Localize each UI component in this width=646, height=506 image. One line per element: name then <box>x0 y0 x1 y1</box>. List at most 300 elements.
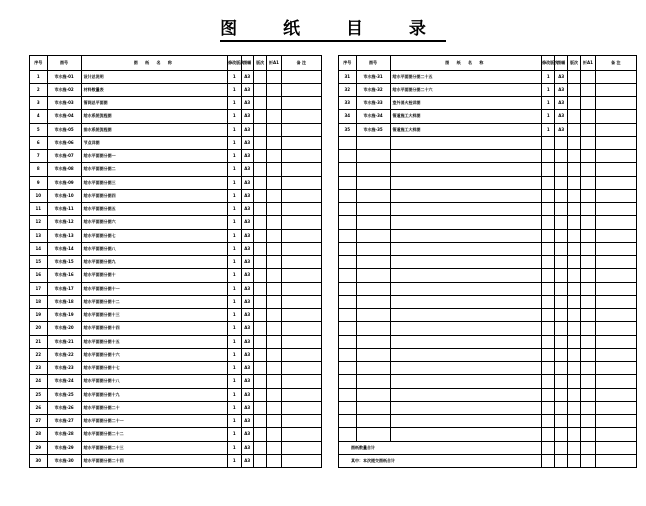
cell-cat: 1 <box>542 70 555 83</box>
cell-ref <box>581 203 595 216</box>
cell-num: 市水施-13 <box>47 229 81 242</box>
table-row-empty <box>339 229 637 242</box>
cell-num <box>356 309 390 322</box>
cell-name <box>390 322 542 335</box>
cell-remark <box>281 454 321 467</box>
cell-date <box>253 375 266 388</box>
cell-ref <box>581 229 595 242</box>
cell-date <box>253 256 266 269</box>
cell-cat <box>542 150 555 163</box>
cell-size: A3 <box>241 229 253 242</box>
cell-num <box>356 242 390 255</box>
cell-size: A3 <box>555 110 567 123</box>
cell-num <box>356 388 390 401</box>
cell-cat <box>542 348 555 361</box>
cell-num: 市水施-25 <box>47 388 81 401</box>
cell-date <box>567 454 580 467</box>
cell-remark <box>595 375 636 388</box>
cell-name: 给水平面图分图六 <box>81 216 228 229</box>
cell-seq: 2 <box>30 83 48 96</box>
cell-date <box>567 295 580 308</box>
table-row <box>30 309 322 322</box>
cell-seq: 32 <box>339 83 357 96</box>
cell-ref <box>267 454 281 467</box>
cell-size: A3 <box>241 322 253 335</box>
cell-seq: 29 <box>30 441 48 454</box>
cell-num: 市水施-19 <box>47 309 81 322</box>
cell-seq <box>339 388 357 401</box>
cell-cat <box>542 176 555 189</box>
cell-cat <box>542 335 555 348</box>
cell-name: 给水平面图分图二十二 <box>81 428 228 441</box>
cell-remark <box>595 401 636 414</box>
cell-remark <box>281 189 321 202</box>
cell-seq: 15 <box>30 256 48 269</box>
cell-num: 市水施-33 <box>356 97 390 110</box>
cell-num <box>356 216 390 229</box>
cell-num <box>356 295 390 308</box>
table-row <box>30 441 322 454</box>
cell-date <box>253 163 266 176</box>
cell-seq: 28 <box>30 428 48 441</box>
cell-seq: 25 <box>30 388 48 401</box>
cell-date <box>567 163 580 176</box>
cell-remark <box>595 216 636 229</box>
cell-remark <box>281 123 321 136</box>
cell-date <box>253 415 266 428</box>
cell-name: 给水平面图分图七 <box>81 229 228 242</box>
cell-cat <box>542 269 555 282</box>
cell-remark <box>281 309 321 322</box>
cell-size <box>555 203 567 216</box>
cell-name: 给水平面图分图五 <box>81 203 228 216</box>
cell-num <box>356 176 390 189</box>
cell-date <box>253 335 266 348</box>
cell-cat: 1 <box>228 415 241 428</box>
cell-size: A3 <box>241 401 253 414</box>
cell-date <box>253 216 266 229</box>
cell-ref <box>267 441 281 454</box>
cell-num: 市水施-29 <box>47 441 81 454</box>
cell-remark <box>595 203 636 216</box>
cell-date <box>253 97 266 110</box>
cell-name <box>390 401 542 414</box>
cell-ref <box>581 176 595 189</box>
cell-remark <box>281 83 321 96</box>
cell-ref <box>267 83 281 96</box>
cell-seq: 9 <box>30 176 48 189</box>
header-date: 版次 <box>253 56 266 71</box>
cell-date <box>253 441 266 454</box>
cell-seq <box>339 176 357 189</box>
table-row <box>30 428 322 441</box>
cell-ref <box>581 150 595 163</box>
cell-size <box>555 163 567 176</box>
cell-date <box>253 454 266 467</box>
cell-date <box>567 229 580 242</box>
cell-cat: 1 <box>542 110 555 123</box>
cell-name: 给水平面图分图二十四 <box>81 454 228 467</box>
cell-cat: 1 <box>228 150 241 163</box>
table-row <box>30 70 322 83</box>
cell-name: 给水平面图分图三 <box>81 176 228 189</box>
table-row <box>30 110 322 123</box>
cell-num: 市水施-21 <box>47 335 81 348</box>
cell-date <box>567 335 580 348</box>
cell-size <box>555 362 567 375</box>
table-row-empty <box>339 150 637 163</box>
cell-size: A3 <box>241 83 253 96</box>
cell-size: A3 <box>555 70 567 83</box>
cell-num <box>356 415 390 428</box>
cell-seq <box>339 348 357 361</box>
cell-seq <box>339 256 357 269</box>
cell-remark <box>281 242 321 255</box>
cell-ref <box>267 189 281 202</box>
cell-num: 市水施-10 <box>47 189 81 202</box>
table-row <box>30 97 322 110</box>
cell-cat <box>542 216 555 229</box>
cell-remark <box>281 322 321 335</box>
cell-seq: 27 <box>30 415 48 428</box>
cell-num: 市水施-02 <box>47 83 81 96</box>
cell-name <box>390 256 542 269</box>
cell-remark <box>595 295 636 308</box>
cell-num <box>356 136 390 149</box>
cell-remark <box>281 110 321 123</box>
table-row <box>30 163 322 176</box>
cell-ref <box>581 428 595 441</box>
cell-seq: 10 <box>30 189 48 202</box>
cell-size <box>555 454 567 467</box>
cell-remark <box>595 136 636 149</box>
table-row-empty <box>339 335 637 348</box>
cell-ref <box>267 295 281 308</box>
cell-seq: 5 <box>30 123 48 136</box>
cell-date <box>567 189 580 202</box>
cell-size: A3 <box>241 295 253 308</box>
cell-date <box>253 348 266 361</box>
cell-ref <box>581 97 595 110</box>
cell-size <box>555 229 567 242</box>
cell-name: 材料数量表 <box>81 83 228 96</box>
cell-cat <box>542 428 555 441</box>
header-cat: 修改版次 <box>542 56 555 71</box>
table-row-empty <box>339 216 637 229</box>
cell-remark <box>281 163 321 176</box>
cell-remark <box>281 269 321 282</box>
cell-name: 给水平面图分图十八 <box>81 375 228 388</box>
cell-num <box>356 256 390 269</box>
cell-remark <box>595 256 636 269</box>
cell-size: A3 <box>241 203 253 216</box>
cell-size <box>555 189 567 202</box>
cell-num <box>356 401 390 414</box>
cell-num: 市水施-18 <box>47 295 81 308</box>
table-row-empty <box>339 242 637 255</box>
cell-num <box>356 150 390 163</box>
cell-seq: 4 <box>30 110 48 123</box>
table-footer-row <box>339 454 637 467</box>
cell-ref <box>267 428 281 441</box>
cell-num: 市水施-07 <box>47 150 81 163</box>
cell-num: 市水施-31 <box>356 70 390 83</box>
cell-ref <box>581 83 595 96</box>
cell-date <box>567 282 580 295</box>
cell-size <box>555 150 567 163</box>
cell-name <box>390 309 542 322</box>
cell-date <box>253 136 266 149</box>
cell-num: 市水施-06 <box>47 136 81 149</box>
cell-date <box>567 269 580 282</box>
cell-num: 市水施-12 <box>47 216 81 229</box>
header-num: 图号 <box>356 56 390 71</box>
cell-remark <box>595 388 636 401</box>
table-row-empty <box>339 282 637 295</box>
cell-size: A3 <box>241 269 253 282</box>
cell-remark <box>595 189 636 202</box>
cell-num: 市水施-14 <box>47 242 81 255</box>
cell-cat <box>542 362 555 375</box>
cell-size: A3 <box>241 216 253 229</box>
cell-remark <box>281 335 321 348</box>
table-row <box>30 136 322 149</box>
footer-label: 其中：本次提交图纸合计 <box>339 454 542 467</box>
cell-ref <box>267 322 281 335</box>
header-ref: 折A1 <box>581 56 595 71</box>
cell-ref <box>267 123 281 136</box>
cell-date <box>567 309 580 322</box>
cell-name <box>390 136 542 149</box>
cell-ref <box>267 216 281 229</box>
table-row-empty <box>339 256 637 269</box>
cell-cat <box>542 401 555 414</box>
cell-num: 市水施-27 <box>47 415 81 428</box>
cell-ref <box>581 242 595 255</box>
cell-date <box>567 375 580 388</box>
table-row <box>339 123 637 136</box>
cell-date <box>567 242 580 255</box>
cell-remark <box>595 309 636 322</box>
cell-size: A3 <box>241 335 253 348</box>
cell-name: 给水系统流程图 <box>81 110 228 123</box>
cell-seq <box>339 282 357 295</box>
table-row <box>30 322 322 335</box>
cell-seq: 33 <box>339 97 357 110</box>
cell-cat <box>542 163 555 176</box>
cell-seq: 34 <box>339 110 357 123</box>
cell-size: A3 <box>241 375 253 388</box>
cell-size: A3 <box>241 123 253 136</box>
cell-cat <box>542 309 555 322</box>
cell-remark <box>595 163 636 176</box>
cell-ref <box>581 216 595 229</box>
cell-name: 给水平面图分图二 <box>81 163 228 176</box>
cell-cat: 1 <box>228 203 241 216</box>
cell-size: A3 <box>241 282 253 295</box>
cell-cat: 1 <box>228 388 241 401</box>
cell-ref <box>267 335 281 348</box>
table-header-row <box>339 56 637 71</box>
cell-ref <box>581 335 595 348</box>
cell-num: 市水施-09 <box>47 176 81 189</box>
cell-remark <box>281 401 321 414</box>
cell-size: A3 <box>241 441 253 454</box>
cell-num: 市水施-35 <box>356 123 390 136</box>
cell-num: 市水施-15 <box>47 256 81 269</box>
cell-remark <box>281 256 321 269</box>
cell-remark <box>595 123 636 136</box>
cell-name <box>390 415 542 428</box>
cell-num <box>356 322 390 335</box>
table-row-empty <box>339 295 637 308</box>
cell-num: 市水施-04 <box>47 110 81 123</box>
cell-num <box>356 163 390 176</box>
header-date: 版次 <box>567 56 580 71</box>
table-row <box>30 401 322 414</box>
cell-size: A3 <box>555 123 567 136</box>
cell-remark <box>595 269 636 282</box>
cell-date <box>567 176 580 189</box>
cell-num: 市水施-03 <box>47 97 81 110</box>
cell-cat: 1 <box>228 348 241 361</box>
cell-name: 给水平面图分图二十 <box>81 401 228 414</box>
cell-num: 市水施-01 <box>47 70 81 83</box>
cell-ref <box>581 70 595 83</box>
cell-size: A3 <box>241 70 253 83</box>
cell-date <box>253 269 266 282</box>
cell-remark <box>595 242 636 255</box>
cell-name: 给水平面图分图十六 <box>81 348 228 361</box>
table-row <box>30 375 322 388</box>
cell-seq <box>339 401 357 414</box>
table-row <box>30 216 322 229</box>
header-cat: 修改版次 <box>228 56 241 71</box>
cell-ref <box>267 110 281 123</box>
table-row <box>30 335 322 348</box>
cell-cat <box>542 322 555 335</box>
cell-num <box>356 229 390 242</box>
header-num: 图号 <box>47 56 81 71</box>
cell-remark <box>281 176 321 189</box>
cell-cat <box>542 441 555 454</box>
cell-name <box>390 295 542 308</box>
cell-ref <box>581 322 595 335</box>
cell-seq: 14 <box>30 242 48 255</box>
cell-remark <box>281 70 321 83</box>
table-row <box>30 415 322 428</box>
table-row <box>30 282 322 295</box>
cell-date <box>567 150 580 163</box>
cell-size <box>555 388 567 401</box>
cell-size <box>555 348 567 361</box>
cell-ref <box>581 309 595 322</box>
cell-date <box>253 70 266 83</box>
cell-ref <box>267 136 281 149</box>
cell-date <box>567 388 580 401</box>
cell-seq <box>339 216 357 229</box>
cell-name: 给水平面图分图十四 <box>81 322 228 335</box>
cell-seq: 3 <box>30 97 48 110</box>
cell-ref <box>267 242 281 255</box>
cell-cat: 1 <box>228 229 241 242</box>
cell-date <box>567 216 580 229</box>
cell-name <box>390 216 542 229</box>
cell-seq <box>339 189 357 202</box>
cell-remark <box>595 415 636 428</box>
cell-cat: 1 <box>228 216 241 229</box>
cell-size: A3 <box>241 110 253 123</box>
cell-name <box>390 242 542 255</box>
cell-name: 给水平面图分图十五 <box>81 335 228 348</box>
cell-ref <box>581 269 595 282</box>
table-row <box>30 256 322 269</box>
cell-num: 市水施-30 <box>47 454 81 467</box>
cell-remark <box>281 348 321 361</box>
cell-name <box>390 203 542 216</box>
cell-cat: 1 <box>542 97 555 110</box>
cell-cat: 1 <box>228 269 241 282</box>
cell-size <box>555 441 567 454</box>
cell-cat: 1 <box>228 123 241 136</box>
cell-ref <box>581 348 595 361</box>
table-row <box>30 362 322 375</box>
cell-seq: 24 <box>30 375 48 388</box>
cell-date <box>253 83 266 96</box>
cell-remark <box>595 348 636 361</box>
cell-date <box>253 203 266 216</box>
table-row-empty <box>339 269 637 282</box>
cell-remark <box>281 150 321 163</box>
cell-date <box>253 189 266 202</box>
cell-size: A3 <box>241 136 253 149</box>
cell-cat: 1 <box>228 335 241 348</box>
cell-name: 设计总说明 <box>81 70 228 83</box>
cell-seq <box>339 203 357 216</box>
cell-size: A3 <box>241 256 253 269</box>
cell-date <box>567 322 580 335</box>
cell-cat <box>542 454 555 467</box>
cell-remark <box>595 454 636 467</box>
cell-remark <box>595 150 636 163</box>
cell-name: 给水平面图分图十七 <box>81 362 228 375</box>
cell-seq: 16 <box>30 269 48 282</box>
cell-size <box>555 401 567 414</box>
cell-date <box>253 309 266 322</box>
cell-name: 给水平面图分图九 <box>81 256 228 269</box>
cell-name <box>390 362 542 375</box>
cell-ref <box>267 97 281 110</box>
cell-seq <box>339 163 357 176</box>
cell-seq <box>339 322 357 335</box>
cell-cat: 1 <box>228 242 241 255</box>
cell-size <box>555 375 567 388</box>
cell-seq <box>339 150 357 163</box>
cell-num: 市水施-08 <box>47 163 81 176</box>
table-row-empty <box>339 375 637 388</box>
cell-ref <box>267 70 281 83</box>
cell-date <box>253 123 266 136</box>
cell-remark <box>595 428 636 441</box>
cell-date <box>567 70 580 83</box>
cell-size <box>555 428 567 441</box>
cell-size: A3 <box>241 309 253 322</box>
cell-seq: 13 <box>30 229 48 242</box>
cell-seq <box>339 428 357 441</box>
cell-date <box>567 348 580 361</box>
table-row <box>339 70 637 83</box>
cell-name: 给水平面图分图十三 <box>81 309 228 322</box>
